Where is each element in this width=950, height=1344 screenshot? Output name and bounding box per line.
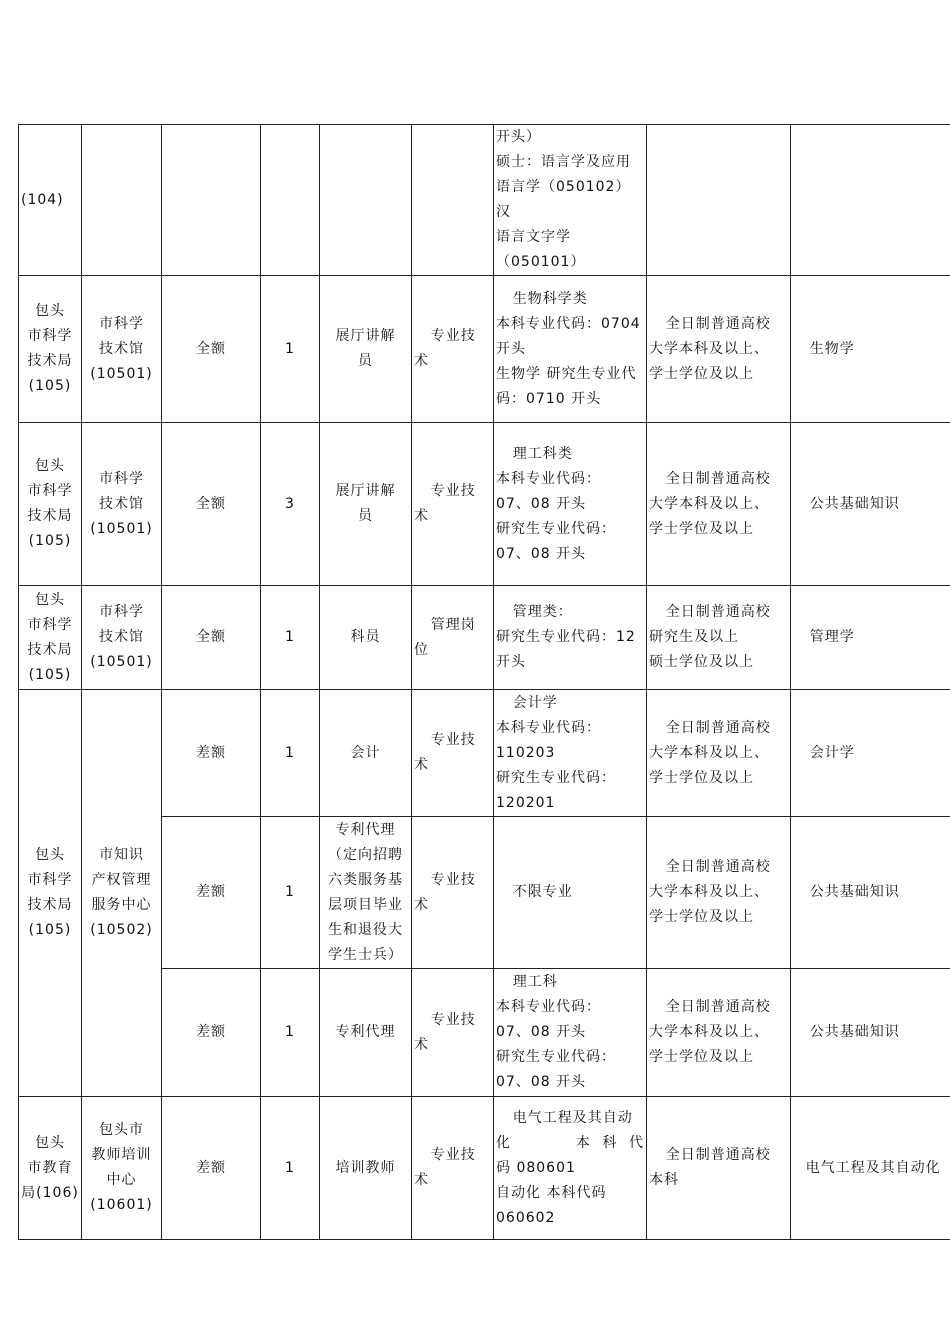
education-line: 学士学位及以上 [649,520,754,537]
major-line: 研究生专业代码：12 [496,629,636,645]
count-cell: 1 [261,690,320,817]
exam-cell [791,125,950,276]
dept-line: 市科学 [27,872,73,888]
dept-line: (105) [28,922,72,938]
category-cell [412,276,494,423]
funding-cell: 差额 [162,690,261,817]
unit-line: 市科学 [99,604,144,620]
position-cell [320,125,412,276]
dept-cell: (104) [19,125,82,276]
category-cell [412,1097,494,1240]
count-cell: 1 [261,969,320,1097]
major-line: 本科专业代码： [496,719,601,736]
education-line: 本科 [649,1172,679,1188]
funding-cell: 全额 [162,586,261,690]
recruitment-table [18,124,950,1240]
education-cell [647,586,791,690]
unit-cell [82,423,162,586]
major-line: 码 080601 [496,1159,576,1176]
exam-cell: 管理学 [791,586,950,690]
category-line: 术 [414,896,429,913]
major-line: 本科专业代码：0704 [496,315,641,332]
major-line: 生物科学类 [512,290,588,307]
table-row [19,125,950,276]
position-line: 生和退役大 [328,921,403,938]
major-cell [494,423,647,586]
major-line: 码：0710 开头 [496,390,602,407]
education-line: 大学本科及以上、 [649,495,769,512]
major-line: 开头） [496,129,541,145]
major-line: 120201 [496,794,556,811]
category-line: 术 [414,508,429,524]
dept-cell [19,423,82,586]
table-row [19,690,950,817]
position-line: 展厅讲解 [335,483,396,499]
education-line: 学士学位及以上 [649,909,754,925]
count-cell: 1 [261,1097,320,1240]
funding-cell: 全额 [162,276,261,423]
category-line: 专业技 [430,483,476,499]
major-line: 07、08 开头 [496,545,587,562]
major-line: 化 本科代 [496,1134,644,1151]
position-line: 展厅讲解 [335,328,396,344]
unit-line: 包头市 [99,1122,144,1138]
exam-cell: 公共基础知识 [791,969,950,1097]
unit-line: (10501) [90,520,153,537]
unit-line: (10501) [90,365,153,382]
dept-line: 包头 [35,591,65,608]
unit-line: 技术馆 [99,495,144,512]
unit-line: 教师培训 [91,1147,152,1163]
education-line: 全日制普通高校 [665,1147,771,1163]
major-line: 07、08 开头 [496,1024,587,1040]
major-cell [494,276,647,423]
education-line: 全日制普通高校 [665,315,771,332]
category-line: 专业技 [430,328,476,344]
education-cell [647,969,791,1097]
education-line: 全日制普通高校 [665,859,771,875]
major-line: 开头 [496,340,526,357]
category-line: 专业技 [430,1147,476,1163]
major-line: 本科专业代码： [496,999,601,1015]
education-line: 学士学位及以上 [649,1049,754,1065]
education-line: 学士学位及以上 [649,769,754,786]
dept-line: (105) [28,666,72,683]
education-cell [647,276,791,423]
table-row [19,586,950,690]
unit-cell [82,276,162,423]
position-line: 层项目毕业 [328,896,403,913]
major-line: 管理类： [512,604,573,620]
major-line: 研究生专业代码： [496,769,616,786]
education-line: 大学本科及以上、 [649,340,769,357]
education-line: 全日制普通高校 [665,719,771,736]
dept-line: 包头 [35,303,65,319]
dept-cell [19,1097,82,1240]
major-line: 电气工程及其自动 [512,1109,633,1126]
funding-cell: 差额 [162,969,261,1097]
table-row [19,276,950,423]
education-line: 全日制普通高校 [665,470,771,487]
major-line: 110203 [496,744,556,761]
major-line: 硕士：语言学及应用 [496,154,631,170]
unit-line: 技术馆 [99,340,144,357]
category-line: 专业技 [430,871,476,888]
position-cell [320,276,412,423]
dept-line: 市科学 [27,328,73,344]
education-cell [647,125,791,276]
category-line: 管理岗 [430,616,476,633]
education-line: 大学本科及以上、 [649,744,769,761]
category-line: 专业技 [430,732,476,748]
unit-line: (10502) [90,922,153,938]
unit-cell [82,586,162,690]
dept-line: 包头 [35,458,65,474]
position-line: 专利代理 [335,821,396,838]
unit-line: (10601) [90,1197,153,1213]
position-line: （定向招聘 [328,846,403,863]
dept-line: (105) [28,378,72,394]
position-cell [320,817,412,969]
unit-cell [82,125,162,276]
major-line: 理工科类 [512,445,573,462]
position-line: 员 [358,353,373,369]
unit-line: 中心 [106,1172,137,1188]
table-row [19,423,950,586]
unit-line: 市科学 [99,315,144,332]
major-line: 语言文字学 [496,229,571,245]
major-line: 语言学（050102）汉 [496,179,631,220]
education-line: 硕士学位及以上 [649,654,754,670]
category-cell [412,817,494,969]
education-cell [647,423,791,586]
position-line: 员 [358,508,373,524]
major-line: 自动化 本科代码 [496,1184,607,1201]
dept-line: 市科学 [27,483,73,499]
category-cell [412,969,494,1097]
unit-cell [82,690,162,1097]
unit-line: 市科学 [99,470,144,487]
position-line: 六类服务基 [328,871,403,888]
unit-line: (10501) [90,654,153,670]
education-line: 全日制普通高校 [665,604,771,620]
education-line: 大学本科及以上、 [649,1024,769,1040]
dept-cell [19,690,82,1097]
dept-line: 包头 [35,847,65,863]
count-cell: 1 [261,586,320,690]
education-line: 大学本科及以上、 [649,884,769,900]
category-line: 位 [414,641,429,658]
category-cell [412,690,494,817]
count-cell: 3 [261,423,320,586]
exam-cell: 会计学 [791,690,950,817]
exam-cell: 生物学 [791,276,950,423]
category-line: 术 [414,1172,429,1188]
major-line: 07、08 开头 [496,495,587,512]
exam-cell: 电气工程及其自动化 [791,1097,950,1240]
position-cell: 专利代理 [320,969,412,1097]
major-line: 研究生专业代码： [496,520,616,537]
unit-line: 服务中心 [91,897,152,913]
category-line: 术 [414,1036,429,1053]
education-line: 学士学位及以上 [649,365,754,382]
major-cell [494,125,647,276]
education-line: 研究生及以上 [649,629,739,645]
major-line: 研究生专业代码： [496,1049,616,1065]
major-line: 开头 [496,654,526,670]
dept-line: 技术局 [27,641,73,658]
education-cell [647,817,791,969]
position-cell: 会计 [320,690,412,817]
funding-cell: 差额 [162,1097,261,1240]
count-cell: 1 [261,276,320,423]
position-cell: 科员 [320,586,412,690]
exam-cell: 公共基础知识 [791,423,950,586]
dept-line: (105) [28,533,72,549]
major-cell [494,1097,647,1240]
unit-cell [82,1097,162,1240]
major-line: 07、08 开头 [496,1074,587,1090]
major-line: （050101） [496,254,586,270]
major-line: 理工科 [512,974,558,990]
dept-line: 包头 [35,1134,65,1151]
category-cell [412,586,494,690]
education-cell [647,690,791,817]
dept-line: 技术局 [27,353,73,369]
dept-line: 局(106) [21,1184,79,1201]
dept-line: 技术局 [27,897,73,913]
dept-line: 技术局 [27,508,73,524]
category-cell [412,423,494,586]
table-row [19,1097,950,1240]
funding-cell: 全额 [162,423,261,586]
dept-cell [19,586,82,690]
major-cell [494,586,647,690]
funding-cell [162,125,261,276]
category-line: 专业技 [430,1011,476,1028]
funding-cell: 差额 [162,817,261,969]
education-cell [647,1097,791,1240]
unit-line: 技术馆 [99,629,144,645]
unit-line: 市知识 [99,847,144,863]
unit-line: 产权管理 [91,872,152,888]
category-line: 术 [414,757,429,773]
major-line: 本科专业代码： [496,470,601,487]
position-cell: 培训教师 [320,1097,412,1240]
education-line: 全日制普通高校 [665,999,771,1015]
position-line: 学生士兵） [328,946,403,963]
major-line: 生物学 研究生专业代 [496,365,637,382]
exam-cell: 公共基础知识 [791,817,950,969]
dept-cell [19,276,82,423]
major-cell [494,969,647,1097]
major-line: 会计学 [512,694,558,711]
major-cell [494,690,647,817]
position-cell [320,423,412,586]
major-cell: 不限专业 [494,817,647,969]
category-line: 术 [414,353,429,369]
count-cell [261,125,320,276]
major-line: 060602 [496,1209,556,1226]
dept-line: 市科学 [27,616,73,633]
count-cell: 1 [261,817,320,969]
dept-line: 市教育 [27,1159,73,1176]
category-cell [412,125,494,276]
